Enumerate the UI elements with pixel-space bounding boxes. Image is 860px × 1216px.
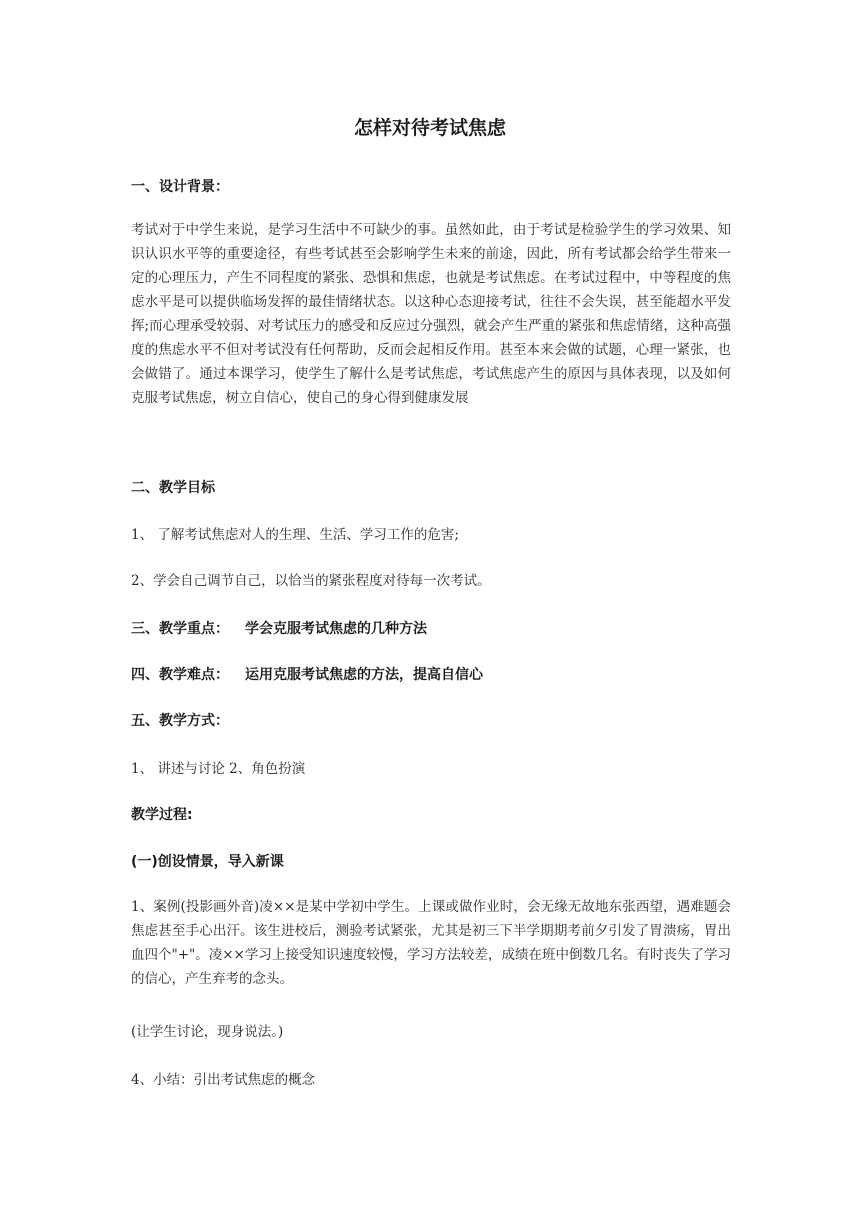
method-heading: 五、教学方式： xyxy=(131,713,229,729)
case-paragraph: 1、案例(投影画外音)凌××是某中学初中学生。上课或做作业时，会无缘无故地东张西望，遇难题会焦虑甚至手心出汗。该生进校后，测验考试紧张，尤其是初三下半学期期考前夕引发了胃溃疡，胃出血四个"+"。凌××学习上接受知识速度较慢，学习方法较差，成绩在班中倒数几名。有时丧失了学习的信心，产生弃考的念头。 xyxy=(131,899,731,987)
difficulty-row xyxy=(131,663,731,687)
background-paragraph: 考试对于中学生来说，是学习生活中不可缺少的事。虽然如此，由于考试是检验学生的学习效果、知识认识水平等的重要途径，有些考试甚至会影响学生未来的前途，因此，所有考试都会给学生带来一定的心理压力，产生不同程度的紧张、恐惧和焦虑，也就是考试焦虑。在考试过程中，中等程度的焦虑水平是可以提供临场发挥的最佳情绪状态。以这种心态迎接考试，往往不会失误，甚至能超水平发挥;而心理承受较弱、对考试压力的感受和反应过分强烈，就会产生严重的紧张和焦虑情绪，这种高强度的焦虑水平不但对考试没有任何帮助，反而会起相反作用。甚至本来会做的试题，心理一紧张，也会做错了。通过本课学习，使学生了解什么是考试焦虑，考试焦虑产生的原因与具体表现，以及如何克服考试焦虑，树立自信心，使自己的身心得到健康发展 xyxy=(131,222,731,406)
difficulty-label: 四、教学难点： xyxy=(131,667,229,683)
key-point-text: 学会克服考试焦虑的几种方法 xyxy=(245,621,427,637)
goal-item-1: 1、 了解考试焦虑对人的生理、生活、学习工作的危害; xyxy=(131,527,459,543)
background-heading: 一、设计背景： xyxy=(131,179,229,195)
key-point-label: 三、教学重点： xyxy=(131,621,229,637)
discussion-note: (让学生讨论，现身说法。) xyxy=(131,1024,284,1040)
document-title: 怎样对待考试焦虑 xyxy=(353,117,506,139)
section-1-heading: (一)创设情景，导入新课 xyxy=(131,854,284,870)
difficulty-text: 运用克服考试焦虑的方法，提高自信心 xyxy=(245,667,483,683)
goals-heading: 二、教学目标 xyxy=(131,480,215,496)
goal-item-2: 2、学会自己调节自己，以恰当的紧张程度对待每一次考试。 xyxy=(131,573,491,589)
method-text: 1、 讲述与讨论 2、角色扮演 xyxy=(131,761,306,777)
summary-text: 4、小结：引出考试焦虑的概念 xyxy=(131,1072,316,1088)
key-point-row xyxy=(131,617,731,641)
process-heading: 教学过程: xyxy=(131,807,193,823)
